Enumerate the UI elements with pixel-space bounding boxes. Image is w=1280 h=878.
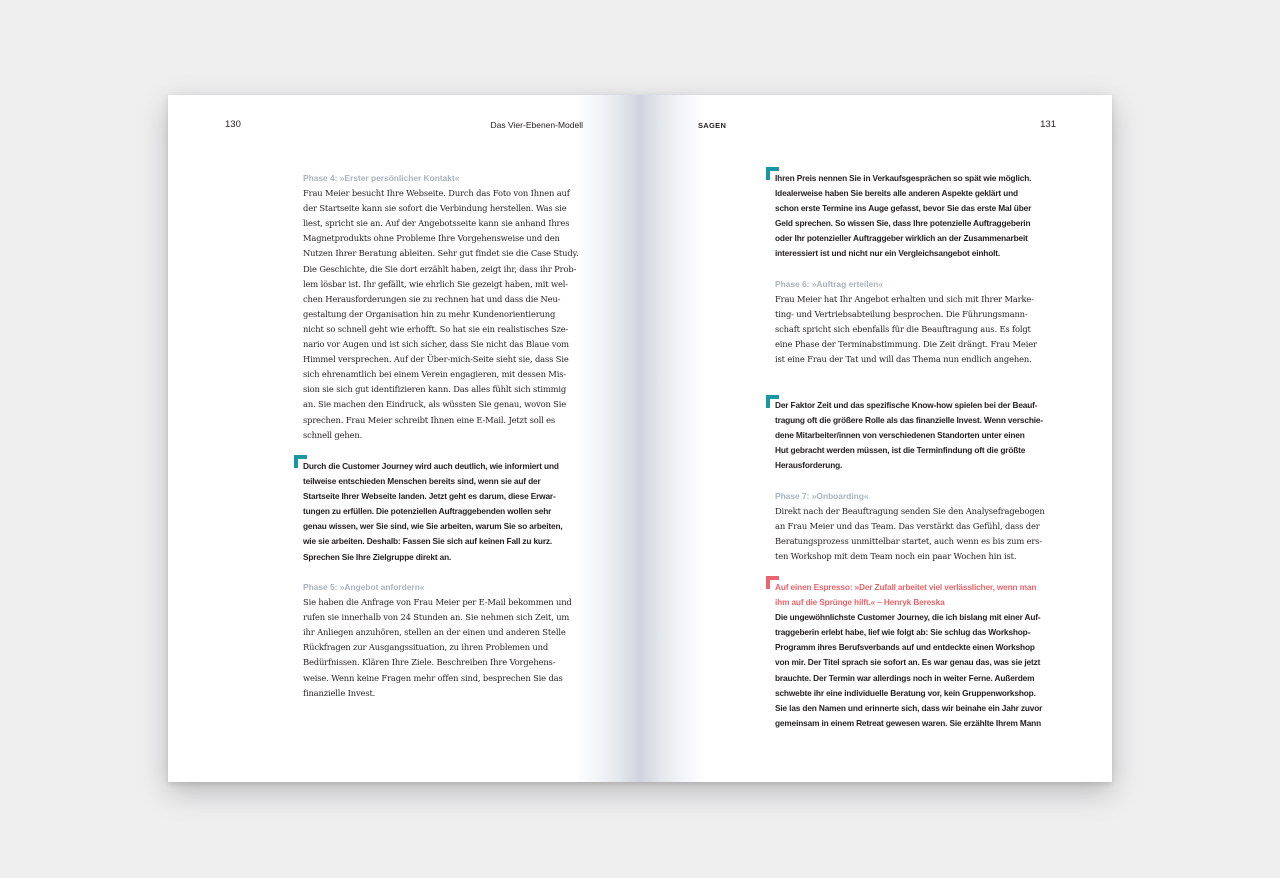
text-line: rufen sie innerhalb von 24 Stunden an. Sie nehmen sich Zeit, um: [303, 612, 570, 623]
left-page-number: 130: [225, 119, 241, 130]
text-line: weise. Wenn keine Fragen mehr offen sind, besprechen Sie das: [303, 672, 563, 683]
text-line: Direkt nach der Beauftragung senden Sie den Analysefragebogen: [775, 506, 1045, 517]
text-line: Durch die Customer Journey wird auch deutlich, wie informiert und: [303, 461, 559, 471]
text-line: Rückfragen zur Ausgangssituation, zu ihren Problemen und: [303, 642, 549, 653]
text-line: Geld sprechen. So wissen Sie, dass Ihre potenzielle Auftraggeberin: [775, 218, 1031, 229]
phase7-body: [775, 504, 1045, 564]
text-line: finanzielle Invest.: [303, 687, 376, 698]
text-line: chen Herausforderungen sie zu rechnen hat und dass die Neu-: [303, 293, 561, 304]
text-line: Ihren Preis nennen Sie in Verkaufsgesprächen so spät wie möglich.: [775, 173, 1032, 183]
right-page: [640, 95, 1112, 782]
phase7-title: Phase 7: »Onboarding«: [775, 491, 869, 501]
book-spread: [168, 95, 1112, 782]
text-line: tungen zu erfüllen. Die potenziellen Auftraggebenden wollen sehr: [303, 506, 552, 517]
text-line: Sie las den Namen und erinnerte sich, dass wir beinahe ein Jahr zuvor: [775, 702, 1043, 713]
espresso-quote: [775, 580, 1042, 610]
tip3-body: [775, 398, 1043, 473]
text-line: ist eine Frau der Tat und will das Thema nun endlich angehen.: [775, 354, 1032, 365]
text-line: Himmel versprechen. Auf der Über-mich-Seite sieht sie, dass Sie: [303, 354, 569, 365]
text-line: dene Mitarbeiter/innen von verschiedenen Standorten unter einen: [775, 430, 1025, 441]
text-line: schon erste Termine ins Auge gefasst, bevor Sie das erste Mal über: [775, 203, 1032, 214]
text-line: gemeinsam in einem Retreat gewesen waren. Sie erzählte Ihrem Mann: [775, 717, 1041, 728]
text-line: Beratungsprozess unmittelbar startet, auch wenn es bis zum ers-: [775, 536, 1043, 547]
text-line: interessiert ist und nicht nur ein Vergleichsangebot einholt.: [775, 248, 1001, 259]
espresso-callout: [775, 580, 1042, 731]
text-line: Sprechen Sie Ihre Zielgruppe direkt an.: [303, 551, 452, 562]
phase4-body: [303, 186, 578, 443]
text-line: Die ungewöhnlichste Customer Journey, die ich bislang mit einer Auf-: [775, 612, 1041, 623]
text-line: Programm ihres Berufsverbands auf und entdeckte einen Workshop: [775, 642, 1035, 653]
text-line: Bedürfnissen. Klären Ihre Ziele. Beschreiben Ihre Vorgehens-: [303, 657, 556, 668]
text-line: Idealerweise haben Sie bereits alle anderen Aspekte geklärt und: [775, 188, 1018, 199]
text-line: lem lösbar ist. Ihr gefällt, wie ehrlich Sie gezeigt haben, mit wel-: [303, 278, 568, 289]
text-line: Herausforderung.: [775, 460, 843, 471]
text-line: Die Geschichte, die Sie dort erzählt haben, zeigt ihr, dass ihr Prob-: [303, 263, 577, 274]
right-running-head: SAGEN: [698, 121, 727, 130]
text-line: schnell gehen.: [303, 429, 363, 440]
text-line: Der Faktor Zeit und das spezifische Know-how spielen bei der Beauf-: [775, 400, 1038, 410]
text-line: schwebte ihr eine individuelle Beratung vor, kein Gruppenworkshop.: [775, 687, 1036, 698]
phase5-body: [303, 595, 572, 701]
text-line: traggeberin erlebt habe, lief wie folgt ab: Sie schlug das Workshop-: [775, 627, 1031, 638]
text-line: gestaltung der Organisation hin zu mehr Kundenorientierung: [303, 308, 556, 319]
phase4-section: [303, 171, 578, 443]
text-line: an. Sie machen den Eindruck, als wüssten Sie genau, wovon Sie: [303, 399, 567, 410]
tip1-callout: [303, 459, 563, 565]
text-line: ten Workshop mit dem Team noch ein paar Wochen hin ist.: [775, 551, 1017, 562]
text-line: Frau Meier besucht Ihre Webseite. Durch das Foto von Ihnen auf: [303, 188, 570, 199]
text-line: nicht so schnell geht wie erhofft. So hat sie ein realistisches Sze-: [303, 323, 569, 334]
text-line: oder Ihr potenzieller Auftraggeber wirklich an der Zusammenarbeit: [775, 233, 1028, 244]
text-line: Frau Meier hat Ihr Angebot erhalten und sich mit Ihrer Marke-: [775, 294, 1034, 305]
text-line: Nutzen Ihrer Beratung ableiten. Sehr gut findet sie die Case Study.: [303, 248, 579, 259]
phase4-title: Phase 4: »Erster persönlicher Kontakt«: [303, 173, 460, 183]
text-line: liest, spricht sie an. Auf der Angebotsseite kann sie anhand Ihres: [303, 218, 570, 229]
text-line: von mir. Der Titel sprach sie sofort an. Es war genau das, was sie jetzt: [775, 657, 1041, 668]
text-line: ihm auf die Sprünge hilft.« – Henryk Bereska: [775, 597, 945, 608]
text-line: Hut gebracht werden müssen, ist die Terminfindung oft die größte: [775, 445, 1026, 456]
text-line: sprechen. Frau Meier schreibt Ihnen eine E-Mail. Jetzt soll es: [303, 414, 556, 425]
text-line: Magnetprodukts ohne Probleme Ihre Vorgehensweise und den: [303, 233, 560, 244]
text-line: ting- und Vertriebsabteilung besprochen. Die Führungsmann-: [775, 309, 1028, 320]
tip2-body: [775, 171, 1031, 262]
text-line: sich ehrenamtlich bei einem Verein engagieren, mit dessen Mis-: [303, 369, 567, 380]
text-line: brauchte. Der Termin war allerdings noch in weiter Ferne. Außerdem: [775, 672, 1035, 683]
tip3-callout: [775, 398, 1043, 473]
espresso-body: [775, 610, 1042, 731]
text-line: genau wissen, wer Sie sind, wie Sie arbeiten, warum Sie so arbeiten,: [303, 521, 563, 532]
text-line: schaft spricht sich ebenfalls für die Beauftragung aus. Es folgt: [775, 324, 1031, 335]
text-line: Auf einen Espresso: »Der Zufall arbeitet viel verlässlicher, wenn man: [775, 582, 1037, 592]
text-line: teilweise entschieden Menschen bereits sind, wenn sie auf der: [303, 476, 541, 487]
text-line: ihr Anliegen anzuhören, stellen an der einen und anderen Stelle: [303, 627, 566, 638]
text-line: nario vor Augen und ist sich sicher, dass Sie nicht das Blaue vom: [303, 339, 569, 350]
phase7-section: [775, 489, 1045, 564]
tip2-callout: [775, 171, 1031, 262]
phase6-body: [775, 292, 1037, 367]
text-line: an Frau Meier und das Team. Das verstärkt das Gefühl, dass der: [775, 521, 1040, 532]
phase6-title: Phase 6: »Auftrag erteilen«: [775, 279, 883, 289]
text-line: der Startseite kann sie sofort die Verbindung herstellen. Was sie: [303, 203, 567, 214]
text-line: sion sie sich gut identifizieren kann. Das alles fühlt sich stimmig: [303, 384, 567, 395]
text-line: wie sie arbeiten. Deshalb: Fassen Sie sich auf keinen Fall zu kurz.: [303, 536, 553, 547]
left-page: [168, 95, 640, 782]
phase5-title: Phase 5: »Angebot anfordern«: [303, 582, 425, 592]
text-line: Startseite Ihrer Webseite landen. Jetzt geht es darum, diese Erwar-: [303, 491, 556, 502]
text-line: eine Phase der Terminabstimmung. Die Zeit drängt. Frau Meier: [775, 339, 1037, 350]
phase5-section: [303, 580, 572, 701]
text-line: tragung oft die größere Rolle als das finanzielle Invest. Wenn verschie-: [775, 415, 1043, 426]
right-page-number: 131: [1040, 119, 1056, 130]
left-running-head: Das Vier-Ebenen-Modell: [490, 120, 583, 130]
text-line: Sie haben die Anfrage von Frau Meier per E-Mail bekommen und: [303, 597, 572, 608]
phase6-section: [775, 277, 1037, 368]
tip1-body: [303, 459, 563, 565]
